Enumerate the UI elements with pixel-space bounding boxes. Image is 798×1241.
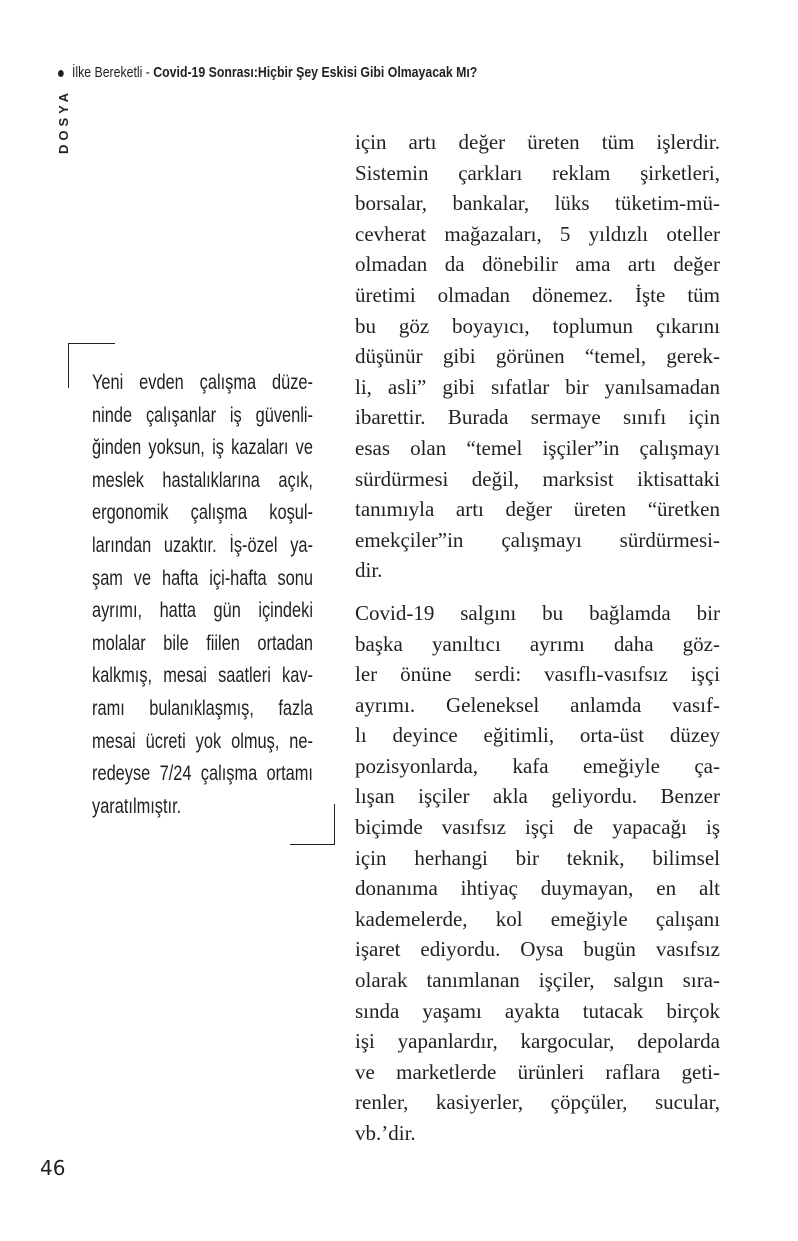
text-line: lı deyince eğitimli, orta-üst düzey [355,723,720,748]
text-line: emekçiler”in çalışmayı sürdürmesi- [355,527,720,552]
text-line-content: ergonomik çalışma koşul- [92,501,313,525]
text-line-content: meslek hastalıklarına açık, [92,468,313,492]
text-line: olmadan da dönebilir ama artı değer [355,252,720,277]
text-line: bu göz boyayıcı, toplumun çıkarını [355,313,720,338]
pull-quote [92,367,313,823]
text-line: sürdürmesi değil, marksist iktisattaki [355,466,720,491]
text-line: Sistemin çarkları reklam şirketleri, [355,160,720,185]
text-line-content: ayrımı, hatta gün içindeki [92,599,313,623]
section-label: DOSYA [56,88,71,154]
text-line [92,595,313,628]
running-header [58,64,477,81]
text-line: vb.’dir. [355,1121,416,1145]
text-line: esas olan “temel işçiler”in çalışmayı [355,435,720,460]
text-line: tanımıyla artı değer üreten “üretken [355,497,720,522]
text-line [92,465,313,498]
text-line: kademelerde, kol emeğiyle çalışanı [355,906,720,931]
text-line-content: yaratılmıştır. [92,794,182,818]
text-line: renler, kasiyerler, çöpçüler, sucular, [355,1090,720,1115]
text-line: li, asli” gibi sıfatlar bir yanılsamadan [355,374,720,399]
text-line: cevherat mağazaları, 5 yıldızlı oteller [355,221,720,246]
text-line: için herhangi bir teknik, bilimsel [355,845,720,870]
text-line [92,726,313,759]
paragraph [355,127,720,586]
text-line [92,628,313,661]
text-line-content: larından uzaktır. İş-özel ya- [92,533,313,557]
text-line [92,660,313,693]
text-line: borsalar, bankalar, lüks tüketim-mü- [355,191,720,216]
text-line-content: mesai ücreti yok olmuş, ne- [92,729,313,753]
text-line: sında yaşamı ayakta tutacak birçok [355,998,720,1023]
text-line: lışan işçiler akla geliyordu. Benzer [355,784,720,809]
text-line [92,400,313,433]
text-line: üretimi olmadan dönemez. İşte tüm [355,282,720,307]
text-line: işi yapanlardır, kargocular, depolarda [355,1029,720,1054]
text-line: ibarettir. Burada sermaye sınıfı için [355,405,720,430]
text-line: biçimde vasıfsız işçi de yapacağı iş [355,815,720,840]
text-line-content: redeyse 7/24 çalışma ortamı [92,762,313,786]
text-line: ler önüne serdi: vasıflı-vasıfsız işçi [355,662,720,687]
page-number: 46 [40,1156,66,1180]
text-line: Covid-19 salgını bu bağlamda bir [355,600,720,625]
text-line-content: ğinden yoksun, iş kazaları ve [92,436,313,460]
text-line [92,693,313,726]
text-line [92,758,313,791]
text-line: olarak tanımlanan işçiler, salgın sıra- [355,968,720,993]
text-line: başka yanıltıcı ayrımı daha göz- [355,631,720,656]
text-line-content: Yeni evden çalışma düze- [92,371,313,394]
text-line: donanıma ihtiyaç duymayan, en alt [355,876,720,901]
text-line [92,530,313,563]
text-line: için artı değer üreten tüm işlerdir. [355,130,720,154]
text-line-content: ninde çalışanlar iş güvenli- [92,403,313,427]
text-line [92,367,313,400]
text-line-content: kalkmış, mesai saatleri kav- [92,664,313,688]
text-line: düşünür gibi görünen “temel, gerek- [355,344,720,369]
text-line [92,791,313,824]
text-line: ve marketlerde ürünleri raflara geti- [355,1059,720,1084]
text-line: dir. [355,558,383,583]
quote-bracket-bottom-right [290,804,335,845]
text-line-content: molalar bile fiilen ortadan [92,631,313,655]
text-line: pozisyonlarda, kafa emeğiyle ça- [355,753,720,778]
paragraph [355,598,720,1149]
text-line [92,432,313,465]
body-column [355,127,720,1149]
text-line [92,563,313,596]
text-line [92,497,313,530]
text-line: ayrımı. Geleneksel anlamda vasıf- [355,692,720,717]
bullet-icon [58,70,64,77]
text-line-content: şam ve hafta içi-hafta sonu [92,566,313,590]
header-author: İlke Bereketli - [71,64,154,81]
text-line: işaret ediyordu. Oysa bugün vasıfsız [355,937,720,962]
text-line-content: ramı bulanıklaşmış, fazla [92,696,313,720]
header-title: Covid-19 Sonrası:Hiçbir Şey Eskisi Gibi Olmayacak Mı? [153,64,478,81]
